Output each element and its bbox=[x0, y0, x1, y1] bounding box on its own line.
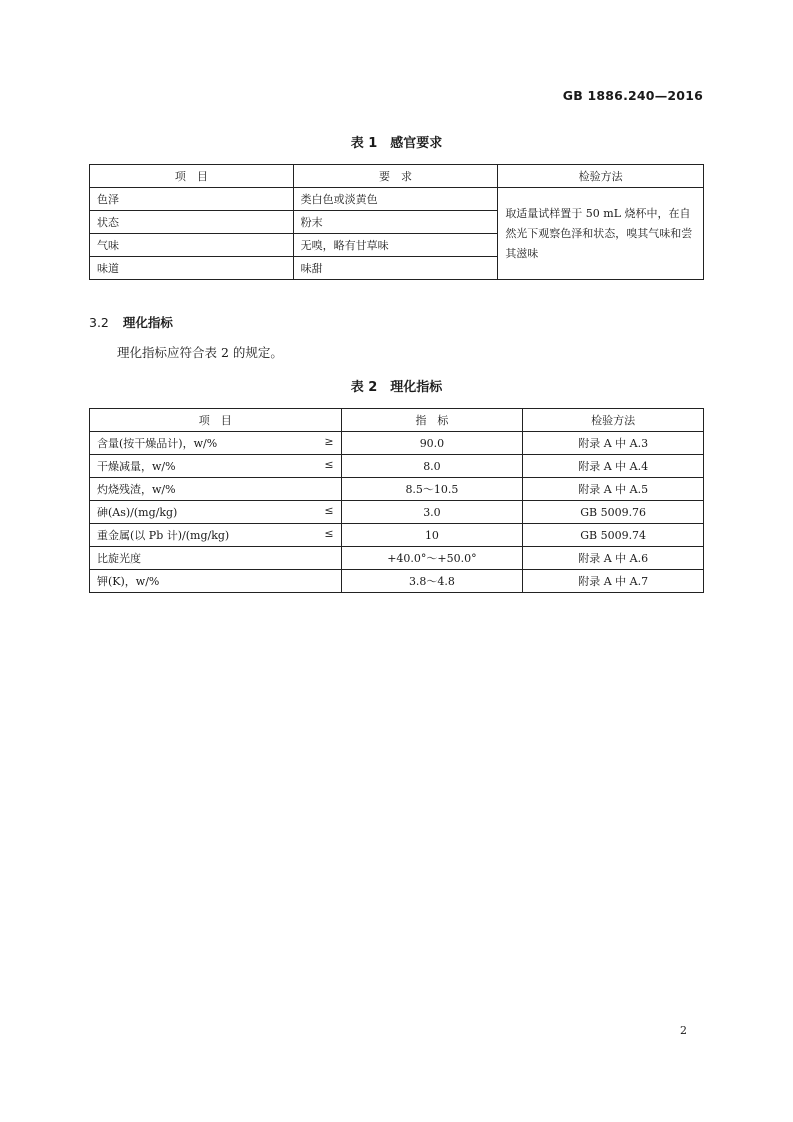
value-cell: 3.0 bbox=[341, 501, 523, 524]
item-label: 干燥减量，w/% bbox=[97, 460, 176, 473]
table-header-row bbox=[90, 409, 704, 432]
item-label: 砷(As)/(mg/kg) bbox=[97, 506, 178, 519]
item-cell bbox=[90, 547, 342, 570]
item-cell bbox=[90, 478, 342, 501]
requirement-cell: 无嗅，略有甘草味 bbox=[293, 234, 498, 257]
method-cell: 附录 A 中 A.3 bbox=[523, 432, 704, 455]
page-number: 2 bbox=[680, 1024, 687, 1037]
value-cell: 8.5～10.5 bbox=[341, 478, 523, 501]
requirement-cell: 类白色或淡黄色 bbox=[293, 188, 498, 211]
comparison-operator: ≥ bbox=[324, 435, 334, 448]
item-cell bbox=[90, 570, 342, 593]
table-row bbox=[90, 478, 704, 501]
comparison-operator: ≤ bbox=[324, 504, 334, 517]
method-cell: 附录 A 中 A.7 bbox=[523, 570, 704, 593]
value-cell: 10 bbox=[341, 524, 523, 547]
method-cell: 附录 A 中 A.6 bbox=[523, 547, 704, 570]
table-row bbox=[90, 455, 704, 478]
table-row bbox=[90, 570, 704, 593]
table-row bbox=[90, 432, 704, 455]
item-cell bbox=[90, 455, 342, 478]
item-cell bbox=[90, 524, 342, 547]
column-header: 要 求 bbox=[293, 165, 498, 188]
comparison-operator: ≤ bbox=[324, 458, 334, 471]
column-header: 项 目 bbox=[90, 165, 294, 188]
table-row bbox=[90, 524, 704, 547]
method-cell: 附录 A 中 A.4 bbox=[523, 455, 704, 478]
item-label: 灼烧残渣，w/% bbox=[97, 483, 176, 496]
value-cell: +40.0°～+50.0° bbox=[341, 547, 523, 570]
table2-title: 表 2 理化指标 bbox=[350, 380, 443, 395]
item-label: 钾(K)，w/% bbox=[97, 575, 160, 588]
section-heading bbox=[89, 313, 173, 331]
method-cell: GB 5009.76 bbox=[523, 501, 704, 524]
column-header: 检验方法 bbox=[523, 409, 704, 432]
table-row bbox=[90, 188, 704, 211]
item-cell bbox=[90, 432, 342, 455]
table-row bbox=[90, 501, 704, 524]
table-header-row bbox=[90, 165, 704, 188]
method-cell: GB 5009.74 bbox=[523, 524, 704, 547]
section-paragraph: 理化指标应符合表 2 的规定。 bbox=[117, 345, 283, 360]
column-header: 指 标 bbox=[341, 409, 523, 432]
item-cell: 味道 bbox=[90, 257, 294, 280]
value-cell: 3.8～4.8 bbox=[341, 570, 523, 593]
requirement-cell: 粉末 bbox=[293, 211, 498, 234]
column-header: 项 目 bbox=[90, 409, 342, 432]
item-cell bbox=[90, 501, 342, 524]
section-title: 理化指标 bbox=[122, 315, 173, 330]
table1-title: 表 1 感官要求 bbox=[350, 136, 443, 151]
physicochemical-table bbox=[89, 408, 704, 593]
sensory-requirements-table bbox=[89, 164, 704, 280]
column-header: 检验方法 bbox=[498, 165, 704, 188]
item-cell: 色泽 bbox=[90, 188, 294, 211]
value-cell: 8.0 bbox=[341, 455, 523, 478]
standard-code: GB 1886.240—2016 bbox=[562, 88, 703, 103]
item-cell: 气味 bbox=[90, 234, 294, 257]
section-number: 3.2 bbox=[89, 315, 109, 330]
method-cell: 附录 A 中 A.5 bbox=[523, 478, 704, 501]
item-label: 含量(按干燥品计)，w/% bbox=[97, 437, 218, 450]
item-label: 比旋光度 bbox=[97, 552, 141, 565]
comparison-operator: ≤ bbox=[324, 527, 334, 540]
item-cell: 状态 bbox=[90, 211, 294, 234]
value-cell: 90.0 bbox=[341, 432, 523, 455]
table-row bbox=[90, 547, 704, 570]
item-label: 重金属(以 Pb 计)/(mg/kg) bbox=[97, 529, 230, 542]
inspection-method-cell: 取适量试样置于 50 mL 烧杯中，在自然光下观察色泽和状态，嗅其气味和尝其滋味 bbox=[498, 188, 704, 280]
requirement-cell: 味甜 bbox=[293, 257, 498, 280]
